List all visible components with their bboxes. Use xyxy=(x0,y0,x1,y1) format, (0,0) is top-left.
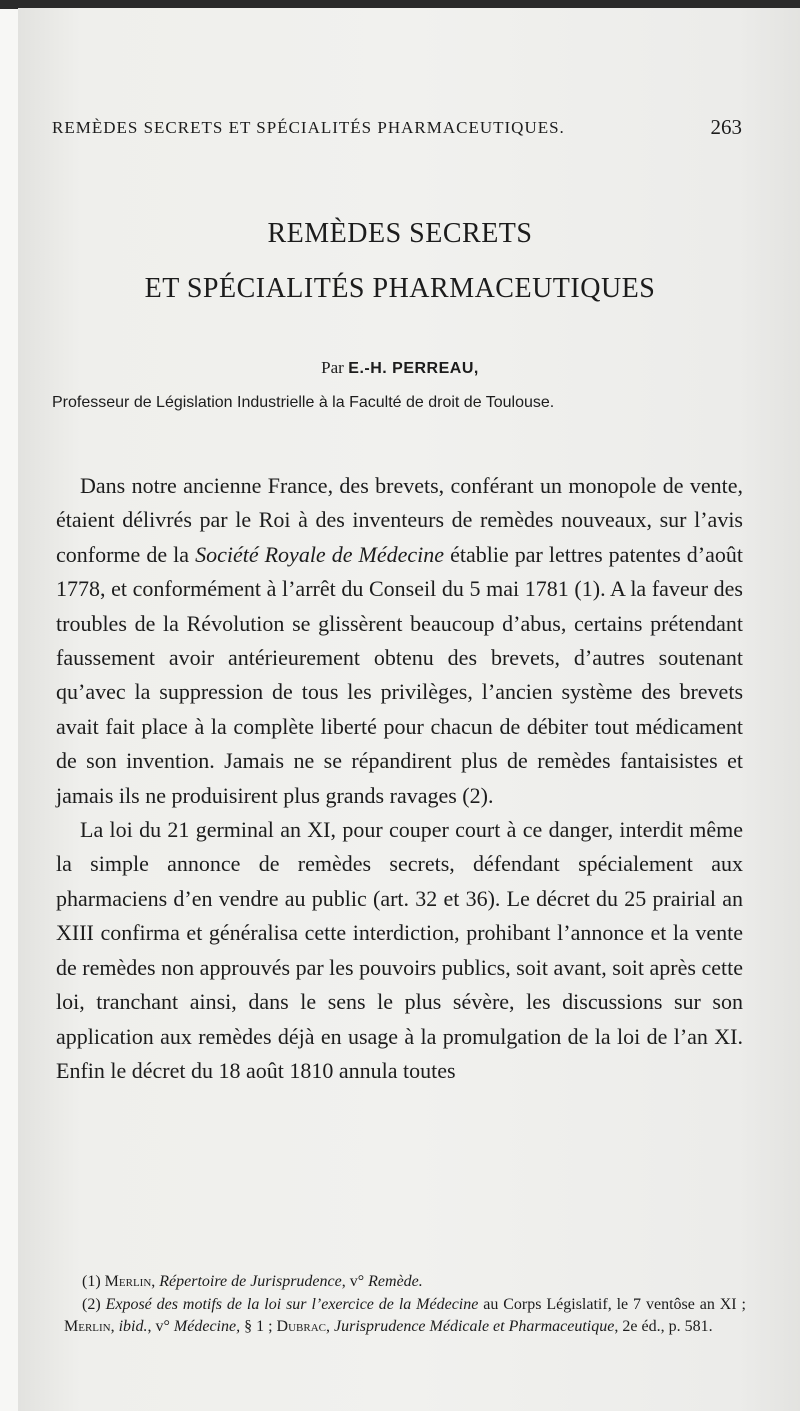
footnotes xyxy=(64,1271,746,1339)
footnote-2-title2: Jurisprudence Médicale et Pharmaceutique xyxy=(334,1318,615,1335)
paragraph-1-text-b: établie par lettres patentes d’août 1778, et conformément à l’arrêt du Conseil du 5 mai 1781 (1). A la faveur des troubles de la Révolution se glissèrent beaucoup d’abus, certains prétendant faussement avoir antérieurement obtenu des brevets, d’autres soutenant qu’avec la suppression de tous les privilèges, l’ancien système des brevets avait fait place à la complète liberté pour chacun de débiter tout médicament de son invention. Jamais ne se répandirent plus de remèdes fantaisistes et jamais ils ne produisirent plus grands ravages (2). xyxy=(56,541,743,808)
byline xyxy=(0,358,800,378)
running-head-text: REMÈDES SECRETS ET SPÉCIALITÉS PHARMACEUTIQUES. xyxy=(52,118,565,137)
footnote-2-title: Exposé des motifs de la loi sur l’exercice de la Médecine xyxy=(105,1295,479,1313)
footnote-2-entry: Médecine, xyxy=(173,1318,241,1335)
article-body xyxy=(56,469,743,1088)
byline-par: Par xyxy=(321,358,344,377)
footnote-2-ibid: ibid. xyxy=(118,1318,148,1335)
footnote-1-sep: , xyxy=(151,1273,160,1290)
article-title-line2: ET SPÉCIALITÉS PHARMACEUTIQUES xyxy=(144,273,656,304)
article-title-line1: REMÈDES SECRETS xyxy=(267,218,533,249)
author-affiliation: Professeur de Législation Industrielle à la Faculté de droit de Toulouse. xyxy=(52,394,555,411)
footnote-1-entry: Remède. xyxy=(368,1273,423,1290)
footnote-2-mid5: , xyxy=(326,1318,334,1335)
footnote-2-mid1: au Corps Législatif, le 7 ventôse an XI ; xyxy=(478,1295,746,1313)
footnote-1-author: Merlin xyxy=(104,1273,152,1290)
footnote-2-number: (2) xyxy=(82,1295,106,1313)
footnote-1-title: Répertoire de Jurisprudence xyxy=(159,1273,342,1290)
footnote-2-mid4: § 1 ; xyxy=(240,1318,277,1335)
footnote-1-number: (1) xyxy=(82,1273,105,1290)
paragraph-1-italic: Société Royale de Médecine xyxy=(195,541,445,567)
paragraph-1 xyxy=(56,469,743,813)
paragraph-2: La loi du 21 germinal an XI, pour couper court à ce danger, interdit même la simple annonce de remèdes secrets, défendant spécialement aux pharmaciens d’en vendre au public (art. 32 et 36). Le décret du 25 prairial an XIII confirma et généralisa cette interdiction, prohibant l’annonce et la vente de remèdes non approuvés par les pouvoirs publics, soit avant, soit après cette loi, tranchant ainsi, dans le sens le plus sévère, les discussions sur son application aux remèdes déjà en usage à la promulgation de la loi de l’an XI. Enfin le décret du 18 août 1810 annula toutes xyxy=(56,817,743,1083)
footnote-2-end: , 2e éd., p. 581. xyxy=(614,1318,713,1335)
page-margin-left xyxy=(0,0,18,1411)
footnote-1-rest: , v° xyxy=(341,1273,369,1290)
page-number: 263 xyxy=(710,115,742,139)
footnote-1 xyxy=(64,1271,746,1294)
paragraph-1-text-a: Dans notre ancienne France, des brevets, conférant un monopole de vente, étaient délivrés par le Roi à des inventeurs de remèdes nouveaux, sur l’avis conforme de la xyxy=(56,473,743,567)
footnote-2 xyxy=(64,1294,746,1339)
footnote-2-author2: Dubrac xyxy=(276,1318,326,1335)
footnote-2-author1: Merlin xyxy=(64,1318,111,1335)
footnote-2-mid2: , xyxy=(110,1318,119,1335)
author-name: E.-H. PERREAU, xyxy=(348,360,479,377)
footnote-2-mid3: , v° xyxy=(147,1318,174,1335)
